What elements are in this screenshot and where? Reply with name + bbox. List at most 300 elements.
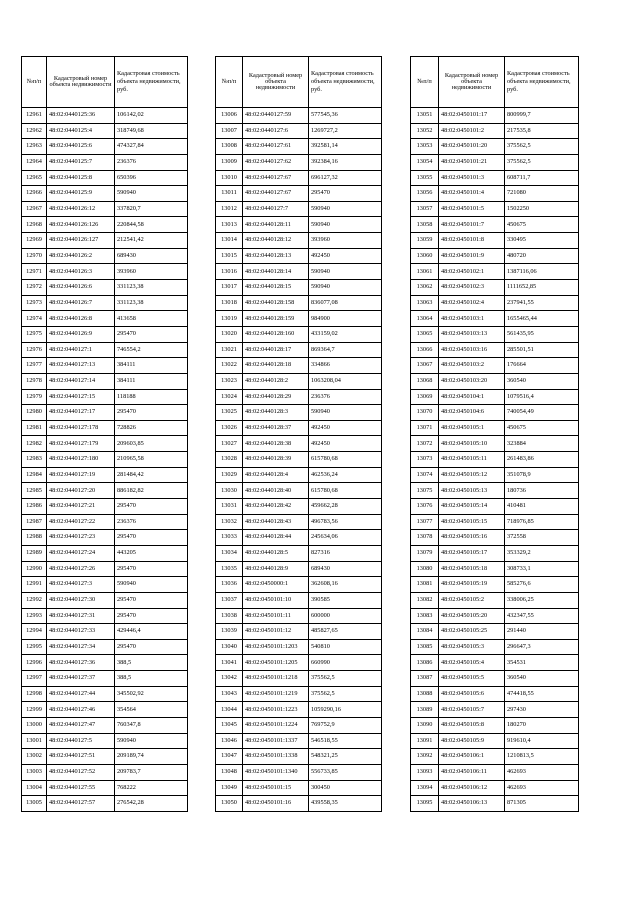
cadastral-number-cell: 48:02:0450103:1 [439,311,505,327]
cadastral-value-cell: 291440 [505,624,579,640]
row-number-cell: 12992 [22,592,47,608]
cadastral-number-cell: 48:02:0440125:7 [47,154,115,170]
table-row [411,201,579,217]
cadastral-number-cell: 48:02:0440126:6 [47,280,115,296]
table-row [411,139,579,155]
cadastral-value-cell: 375562,5 [309,671,382,687]
cadastral-number-cell: 48:02:0450105:12 [439,467,505,483]
cadastral-number-cell: 48:02:0440125:9 [47,186,115,202]
row-number-cell: 13001 [22,733,47,749]
cadastral-number-cell: 48:02:0450101:17 [439,108,505,124]
table-row [411,796,579,812]
row-number-cell: 13042 [216,671,243,687]
cadastral-number-cell: 48:02:0440127:1 [47,342,115,358]
table-row [216,452,382,468]
cadastral-value-cell: 590940 [309,217,382,233]
row-number-cell: 13023 [216,373,243,389]
table-row [216,796,382,812]
table-header-row [22,57,188,108]
row-number-cell: 13009 [216,154,243,170]
row-number-cell: 12997 [22,671,47,687]
table-row [411,530,579,546]
cadastral-value-cell: 474418,55 [505,686,579,702]
table-row [22,530,188,546]
row-number-cell: 13084 [411,624,439,640]
table-row [216,780,382,796]
table-row [411,373,579,389]
cadastral-number-cell: 48:02:0440127:59 [243,108,309,124]
row-number-cell: 13089 [411,702,439,718]
table-row [411,326,579,342]
cadastral-number-cell: 48:02:0440126:9 [47,326,115,342]
cadastral-value-cell: 295470 [115,405,188,421]
table-row [22,592,188,608]
table-row [22,452,188,468]
table-row [216,342,382,358]
cadastral-number-cell: 48:02:0440128:159 [243,311,309,327]
cadastral-number-cell: 48:02:0440127:21 [47,499,115,515]
cadastral-value-cell: 106142,02 [115,108,188,124]
cadastral-number-cell: 48:02:0440128:4 [243,467,309,483]
row-number-cell: 12991 [22,577,47,593]
cadastral-number-cell: 48:02:0440128:43 [243,514,309,530]
cadastral-number-cell: 48:02:0450101:15 [243,780,309,796]
cadastral-number-cell: 48:02:0450105:6 [439,686,505,702]
row-number-cell: 13021 [216,342,243,358]
table-row [411,358,579,374]
cadastral-value-cell: 345502,92 [115,686,188,702]
cadastral-value-cell: 393960 [115,264,188,280]
cadastral-value-cell: 295470 [115,326,188,342]
cadastral-value-cell: 590940 [309,280,382,296]
cadastral-value-cell: 209189,74 [115,749,188,765]
cadastral-value-cell: 433159,02 [309,326,382,342]
cadastral-value-cell: 1111652,85 [505,280,579,296]
cadastral-number-cell: 48:02:0450101:1338 [243,749,309,765]
table-row [22,671,188,687]
row-number-cell: 13071 [411,420,439,436]
cadastral-value-cell: 728826 [115,420,188,436]
cadastral-value-cell: 871305 [505,796,579,812]
cadastral-value-cell: 281484,42 [115,467,188,483]
cadastral-number-cell: 48:02:0450101:1205 [243,655,309,671]
table-row [22,311,188,327]
table-row [216,217,382,233]
cadastral-value-cell: 331123,38 [115,295,188,311]
row-number-cell: 12980 [22,405,47,421]
row-number-cell: 13014 [216,233,243,249]
cadastral-value-cell: 209783,7 [115,764,188,780]
cadastral-number-cell: 48:02:0440126:12 [47,201,115,217]
cadastral-value-cell: 392384,16 [309,154,382,170]
cadastral-value-cell: 295470 [115,561,188,577]
cadastral-number-cell: 48:02:0440127:13 [47,358,115,374]
table-row [22,420,188,436]
row-number-cell: 13065 [411,326,439,342]
cadastral-value-cell: 1655465,44 [505,311,579,327]
table-row [411,592,579,608]
row-number-cell: 13016 [216,264,243,280]
cadastral-number-cell: 48:02:0440128:15 [243,280,309,296]
row-number-cell: 12975 [22,326,47,342]
row-number-cell: 13085 [411,639,439,655]
cadastral-value-cell: 650396 [115,170,188,186]
row-number-cell: 13069 [411,389,439,405]
table-row [216,405,382,421]
row-number-cell: 13022 [216,358,243,374]
table-row [216,530,382,546]
header-cadastral-number: Кадастровый номер объекта недвижимости [243,57,309,108]
cadastral-number-cell: 48:02:0450102:4 [439,295,505,311]
cadastral-value-cell: 590940 [309,405,382,421]
row-number-cell: 13080 [411,561,439,577]
cadastral-number-cell: 48:02:0450000:1 [243,577,309,593]
row-number-cell: 12994 [22,624,47,640]
cadastral-number-cell: 48:02:0440127:7 [243,201,309,217]
cadastral-number-cell: 48:02:0440128:12 [243,233,309,249]
table-row [22,545,188,561]
cadastral-number-cell: 48:02:0450105:20 [439,608,505,624]
cadastral-value-cell: 323884 [505,436,579,452]
table-row [22,749,188,765]
table-row [411,499,579,515]
cadastral-number-cell: 48:02:0440128:37 [243,420,309,436]
table-row [411,639,579,655]
row-number-cell: 13090 [411,717,439,733]
table-body [216,108,382,812]
row-number-cell: 12977 [22,358,47,374]
cadastral-number-cell: 48:02:0440127:55 [47,780,115,796]
cadastral-value-cell: 689430 [309,561,382,577]
cadastral-value-cell: 869364,7 [309,342,382,358]
row-number-cell: 13092 [411,749,439,765]
cadastral-value-cell: 237941,55 [505,295,579,311]
row-number-cell: 13091 [411,733,439,749]
cadastral-value-cell: 590940 [115,577,188,593]
cadastral-number-cell: 48:02:0440127:15 [47,389,115,405]
row-number-cell: 13012 [216,201,243,217]
cadastral-number-cell: 48:02:0450105:15 [439,514,505,530]
row-number-cell: 12974 [22,311,47,327]
row-number-cell: 13074 [411,467,439,483]
table-row [411,311,579,327]
table-row [216,561,382,577]
cadastral-number-cell: 48:02:0440127:5 [47,733,115,749]
cadastral-value-cell: 295470 [115,608,188,624]
table-row [411,154,579,170]
table-row [411,545,579,561]
cadastral-number-cell: 48:02:0440127:24 [47,545,115,561]
cadastral-number-cell: 48:02:0450105:5 [439,671,505,687]
table-row [22,686,188,702]
table-row [22,483,188,499]
table-row [216,686,382,702]
table-row [411,483,579,499]
table-row [22,389,188,405]
row-number-cell: 13063 [411,295,439,311]
table-row [22,514,188,530]
table-row [22,764,188,780]
cadastral-value-cell: 800999,7 [505,108,579,124]
cadastral-number-cell: 48:02:0450105:13 [439,483,505,499]
cadastral-number-cell: 48:02:0450101:2 [439,123,505,139]
row-number-cell: 13035 [216,561,243,577]
cadastral-value-cell: 261483,86 [505,452,579,468]
cadastral-value-cell: 209603,85 [115,436,188,452]
cadastral-number-cell: 48:02:0440125:6 [47,139,115,155]
row-number-cell: 13078 [411,530,439,546]
table-row [216,420,382,436]
table-row [22,702,188,718]
row-number-cell: 12982 [22,436,47,452]
row-number-cell: 12986 [22,499,47,515]
row-number-cell: 13015 [216,248,243,264]
table-row [22,373,188,389]
table-row [411,561,579,577]
row-number-cell: 13036 [216,577,243,593]
table-header-row [216,57,382,108]
cadastral-value-cell: 372558 [505,530,579,546]
row-number-cell: 13088 [411,686,439,702]
cadastral-number-cell: 48:02:0450105:10 [439,436,505,452]
cadastral-value-cell: 590940 [115,733,188,749]
table-row [22,186,188,202]
cadastral-value-cell: 450675 [505,217,579,233]
row-number-cell: 13031 [216,499,243,515]
row-number-cell: 12988 [22,530,47,546]
cadastral-value-cell: 210965,58 [115,452,188,468]
table-row [411,264,579,280]
table-row [216,545,382,561]
cadastral-number-cell: 48:02:0450105:8 [439,717,505,733]
cadastral-value-cell: 337820,7 [115,201,188,217]
table-row [216,373,382,389]
cadastral-number-cell: 48:02:0450101:16 [243,796,309,812]
cadastral-number-cell: 48:02:0440128:2 [243,373,309,389]
table-row [22,499,188,515]
row-number-cell: 13006 [216,108,243,124]
row-number-cell: 13094 [411,780,439,796]
cadastral-number-cell: 48:02:0440127:37 [47,671,115,687]
row-number-cell: 13051 [411,108,439,124]
row-number-cell: 13095 [411,796,439,812]
cadastral-number-cell: 48:02:0440127:44 [47,686,115,702]
table-row [216,639,382,655]
cadastral-value-cell: 480720 [505,248,579,264]
cadastral-number-cell: 48:02:0440128:44 [243,530,309,546]
row-number-cell: 13059 [411,233,439,249]
cadastral-value-cell: 429446,4 [115,624,188,640]
cadastral-value-cell: 836077,08 [309,295,382,311]
cadastral-number-cell: 48:02:0440127:33 [47,624,115,640]
cadastral-number-cell: 48:02:0440127:22 [47,514,115,530]
cadastral-number-cell: 48:02:0450103:20 [439,373,505,389]
table-row [22,139,188,155]
table-row [216,358,382,374]
cadastral-number-cell: 48:02:0440126:8 [47,311,115,327]
cadastral-number-cell: 48:02:0450102:1 [439,264,505,280]
row-number-cell: 12987 [22,514,47,530]
cadastral-value-cell: 375562,5 [309,686,382,702]
cadastral-value-cell: 886182,82 [115,483,188,499]
table-row [411,702,579,718]
cadastral-number-cell: 48:02:0450105:11 [439,452,505,468]
cadastral-number-cell: 48:02:0450101:20 [439,139,505,155]
cadastral-number-cell: 48:02:0440126:7 [47,295,115,311]
cadastral-number-cell: 48:02:0440125:4 [47,123,115,139]
cadastral-value-cell: 600000 [309,608,382,624]
cadastral-number-cell: 48:02:0450101:9 [439,248,505,264]
table-row [411,514,579,530]
table-row [22,733,188,749]
row-number-cell: 13073 [411,452,439,468]
row-number-cell: 13000 [22,717,47,733]
cadastral-value-cell: 1502250 [505,201,579,217]
row-number-cell: 13043 [216,686,243,702]
row-number-cell: 13050 [216,796,243,812]
row-number-cell: 13052 [411,123,439,139]
cadastral-value-cell: 492450 [309,436,382,452]
row-number-cell: 12969 [22,233,47,249]
table-row [411,342,579,358]
cadastral-number-cell: 48:02:0440126:2 [47,248,115,264]
cadastral-value-cell: 769752,9 [309,717,382,733]
row-number-cell: 12970 [22,248,47,264]
cadastral-value-cell: 1063208,04 [309,373,382,389]
cadastral-number-cell: 48:02:0440128:18 [243,358,309,374]
table-row [216,280,382,296]
table-row [22,248,188,264]
cadastral-value-cell: 546518,55 [309,733,382,749]
cadastral-number-cell: 48:02:0450101:1223 [243,702,309,718]
cadastral-value-cell: 390585 [309,592,382,608]
cadastral-value-cell: 276542,28 [115,796,188,812]
cadastral-value-cell: 360540 [505,373,579,389]
cadastral-number-cell: 48:02:0440127:17 [47,405,115,421]
header-num: №п/п [22,57,47,108]
table-row [216,577,382,593]
cadastral-value-cell: 577545,36 [309,108,382,124]
table-row [216,233,382,249]
cadastral-value-cell: 245634,06 [309,530,382,546]
table-row [411,389,579,405]
cadastral-value-cell: 295470 [115,499,188,515]
table-row [216,186,382,202]
table-row [22,201,188,217]
cadastral-number-cell: 48:02:0440127:23 [47,530,115,546]
row-number-cell: 13020 [216,326,243,342]
cadastral-number-cell: 48:02:0440127:36 [47,655,115,671]
table-row [411,108,579,124]
cadastral-value-cell: 660990 [309,655,382,671]
cadastral-value-cell: 432347,55 [505,608,579,624]
table-row [216,201,382,217]
cadastral-number-cell: 48:02:0440127:46 [47,702,115,718]
row-number-cell: 13058 [411,217,439,233]
cadastral-number-cell: 48:02:0450101:4 [439,186,505,202]
cadastral-number-cell: 48:02:0440127:52 [47,764,115,780]
table-row [411,686,579,702]
cadastral-number-cell: 48:02:0450101:1337 [243,733,309,749]
table-row [22,342,188,358]
table-row [411,217,579,233]
table-row [216,389,382,405]
cadastral-number-cell: 48:02:0450101:1224 [243,717,309,733]
row-number-cell: 13072 [411,436,439,452]
table-row [216,749,382,765]
row-number-cell: 13005 [22,796,47,812]
table-row [411,624,579,640]
cadastral-number-cell: 48:02:0450101:10 [243,592,309,608]
cadastral-number-cell: 48:02:0450106:12 [439,780,505,796]
cadastral-value-cell: 740054,49 [505,405,579,421]
table-row [216,733,382,749]
cadastral-value-cell: 984900 [309,311,382,327]
table-row [411,577,579,593]
cadastral-number-cell: 48:02:0450101:1219 [243,686,309,702]
cadastral-value-cell: 590940 [309,264,382,280]
row-number-cell: 13033 [216,530,243,546]
cadastral-number-cell: 48:02:0450104:1 [439,389,505,405]
row-number-cell: 13081 [411,577,439,593]
row-number-cell: 13029 [216,467,243,483]
row-number-cell: 13066 [411,342,439,358]
table-row [411,671,579,687]
cadastral-number-cell: 48:02:0450105:19 [439,577,505,593]
table-row [22,326,188,342]
cadastral-table-1 [21,56,188,812]
table-row [411,170,579,186]
cadastral-number-cell: 48:02:0450106:11 [439,764,505,780]
header-cadastral-value: Кадастровая стоимость объекта недвижимости, руб. [505,57,579,108]
cadastral-value-cell: 1059290,16 [309,702,382,718]
cadastral-number-cell: 48:02:0440128:14 [243,264,309,280]
row-number-cell: 13038 [216,608,243,624]
cadastral-number-cell: 48:02:0440128:38 [243,436,309,452]
table-row [22,233,188,249]
row-number-cell: 13046 [216,733,243,749]
cadastral-table-2 [215,56,382,812]
cadastral-value-cell: 180736 [505,483,579,499]
table-row [216,764,382,780]
cadastral-number-cell: 48:02:0440127:26 [47,561,115,577]
header-cadastral-value: Кадастровая стоимость объекта недвижимости, руб. [309,57,382,108]
cadastral-value-cell: 492450 [309,248,382,264]
cadastral-value-cell: 496783,56 [309,514,382,530]
cadastral-value-cell: 443205 [115,545,188,561]
row-number-cell: 13070 [411,405,439,421]
cadastral-number-cell: 48:02:0450105:4 [439,655,505,671]
cadastral-value-cell: 410481 [505,499,579,515]
row-number-cell: 13019 [216,311,243,327]
cadastral-value-cell: 212541,42 [115,233,188,249]
cadastral-number-cell: 48:02:0440125:8 [47,170,115,186]
row-number-cell: 13037 [216,592,243,608]
cadastral-number-cell: 48:02:0440128:42 [243,499,309,515]
row-number-cell: 12985 [22,483,47,499]
cadastral-value-cell: 118188 [115,389,188,405]
row-number-cell: 13064 [411,311,439,327]
row-number-cell: 13007 [216,123,243,139]
row-number-cell: 12979 [22,389,47,405]
cadastral-value-cell: 176664 [505,358,579,374]
header-num: №п/п [216,57,243,108]
cadastral-value-cell: 180270 [505,717,579,733]
row-number-cell: 13076 [411,499,439,515]
row-number-cell: 13003 [22,764,47,780]
row-number-cell: 12995 [22,639,47,655]
table-row [216,717,382,733]
